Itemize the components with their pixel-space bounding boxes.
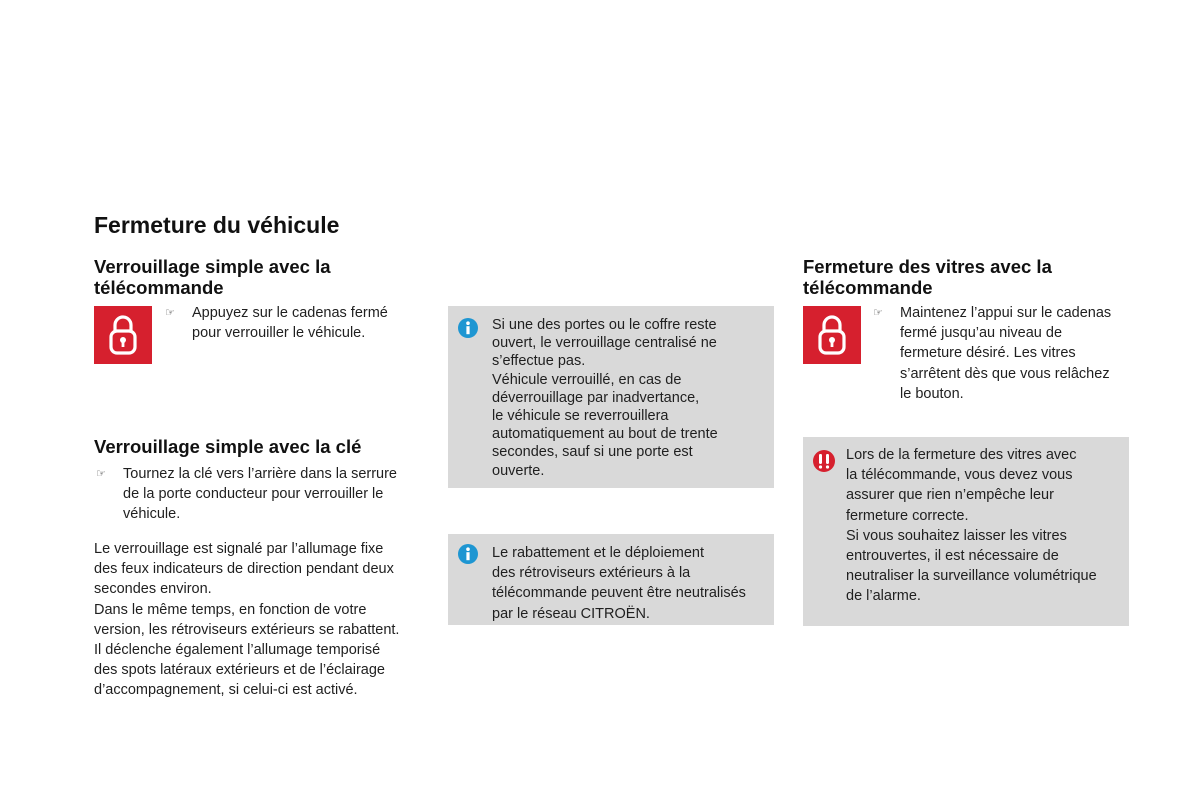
info-1-line-4: Véhicule verrouillé, en cas de	[492, 371, 682, 388]
warning-line-2: la télécommande, vous devez vous	[846, 467, 1073, 484]
info-1-line-5: déverrouillage par inadvertance,	[492, 389, 700, 406]
info-box-1-text	[492, 316, 718, 480]
info-icon	[458, 318, 478, 338]
info-1-line-3: s’effectue pas.	[492, 353, 586, 370]
info-2-line-2: des rétroviseurs extérieurs à la	[492, 565, 691, 582]
info-1-line-8: secondes, sauf si une porte est	[492, 444, 693, 461]
window-step-line-3: fermeture désiré. Les vitres	[900, 345, 1076, 362]
info-1-line-7: automatiquement au bout de trente	[492, 426, 718, 443]
window-closing-heading	[803, 256, 1052, 298]
paragraph-line-5: version, les rétroviseurs extérieurs se rabattent.	[94, 621, 400, 638]
paragraph-line-3: secondes environ.	[94, 581, 212, 598]
window-closing-heading-line-2: télécommande	[803, 277, 933, 298]
warning-line-8: de l’alarme.	[846, 588, 921, 605]
remote-lock-heading-line-1: Verrouillage simple avec la	[94, 256, 331, 277]
warning-line-5: Si vous souhaitez laisser les vitres	[846, 527, 1067, 544]
remote-lock-step	[192, 303, 388, 343]
key-lock-step-line-1: Tournez la clé vers l’arrière dans la serrure	[123, 466, 397, 482]
pointing-hand-icon: ☞	[873, 307, 883, 319]
padlock-closed-icon	[803, 306, 861, 364]
window-step-line-2: fermé jusqu’au niveau de	[900, 325, 1063, 342]
remote-lock-heading-line-2: télécommande	[94, 277, 224, 298]
key-lock-step	[123, 464, 397, 525]
padlock-closed-icon	[94, 306, 152, 364]
warning-line-6: entrouvertes, il est nécessaire de	[846, 548, 1059, 565]
info-box-2-text	[492, 543, 746, 624]
window-step-line-1: Maintenez l’appui sur le cadenas	[900, 305, 1112, 321]
paragraph-line-6: Il déclenche également l’allumage temporisé	[94, 642, 381, 659]
warning-icon	[813, 450, 835, 472]
warning-line-3: assurer que rien n’empêche leur	[846, 487, 1054, 504]
remote-lock-step-line-1: Appuyez sur le cadenas fermé	[192, 305, 388, 321]
key-lock-step-line-2: de la porte conducteur pour verrouiller le	[123, 486, 384, 503]
warning-line-4: fermeture correcte.	[846, 507, 969, 524]
paragraph-line-4: Dans le même temps, en fonction de votre	[94, 601, 367, 618]
remote-lock-heading	[94, 256, 331, 298]
info-2-line-4: par le réseau CITROËN.	[492, 605, 650, 622]
paragraph-line-1: Le verrouillage est signalé par l’allumage fixe	[94, 541, 384, 557]
key-lock-step-line-3: véhicule.	[123, 506, 181, 523]
remote-lock-step-line-2: pour verrouiller le véhicule.	[192, 325, 366, 342]
info-1-line-1: Si une des portes ou le coffre reste	[492, 317, 717, 333]
lock-signal-paragraph	[94, 539, 399, 701]
warning-line-1: Lors de la fermeture des vitres avec	[846, 447, 1077, 463]
window-step-line-5: le bouton.	[900, 385, 964, 402]
paragraph-line-7: des spots latéraux extérieurs et de l’éclairage	[94, 662, 385, 679]
info-1-line-2: ouvert, le verrouillage centralisé ne	[492, 335, 717, 352]
key-lock-heading: Verrouillage simple avec la clé	[94, 436, 362, 457]
window-closing-step	[900, 303, 1111, 404]
paragraph-line-8: d’accompagnement, si celui-ci est activé.	[94, 682, 358, 699]
info-2-line-3: télécommande peuvent être neutralisés	[492, 585, 746, 602]
warning-box-text	[846, 445, 1097, 607]
pointing-hand-icon: ☞	[96, 468, 106, 480]
window-closing-heading-line-1: Fermeture des vitres avec la	[803, 256, 1052, 277]
warning-line-7: neutraliser la surveillance volumétrique	[846, 568, 1097, 585]
info-2-line-1: Le rabattement et le déploiement	[492, 545, 704, 561]
info-icon	[458, 544, 478, 564]
pointing-hand-icon: ☞	[165, 307, 175, 319]
info-1-line-9: ouverte.	[492, 462, 545, 479]
paragraph-line-2: des feux indicateurs de direction pendant deux	[94, 561, 394, 578]
info-1-line-6: le véhicule se reverrouillera	[492, 408, 669, 425]
page-title: Fermeture du véhicule	[94, 212, 340, 238]
window-step-line-4: s’arrêtent dès que vous relâchez	[900, 365, 1110, 382]
